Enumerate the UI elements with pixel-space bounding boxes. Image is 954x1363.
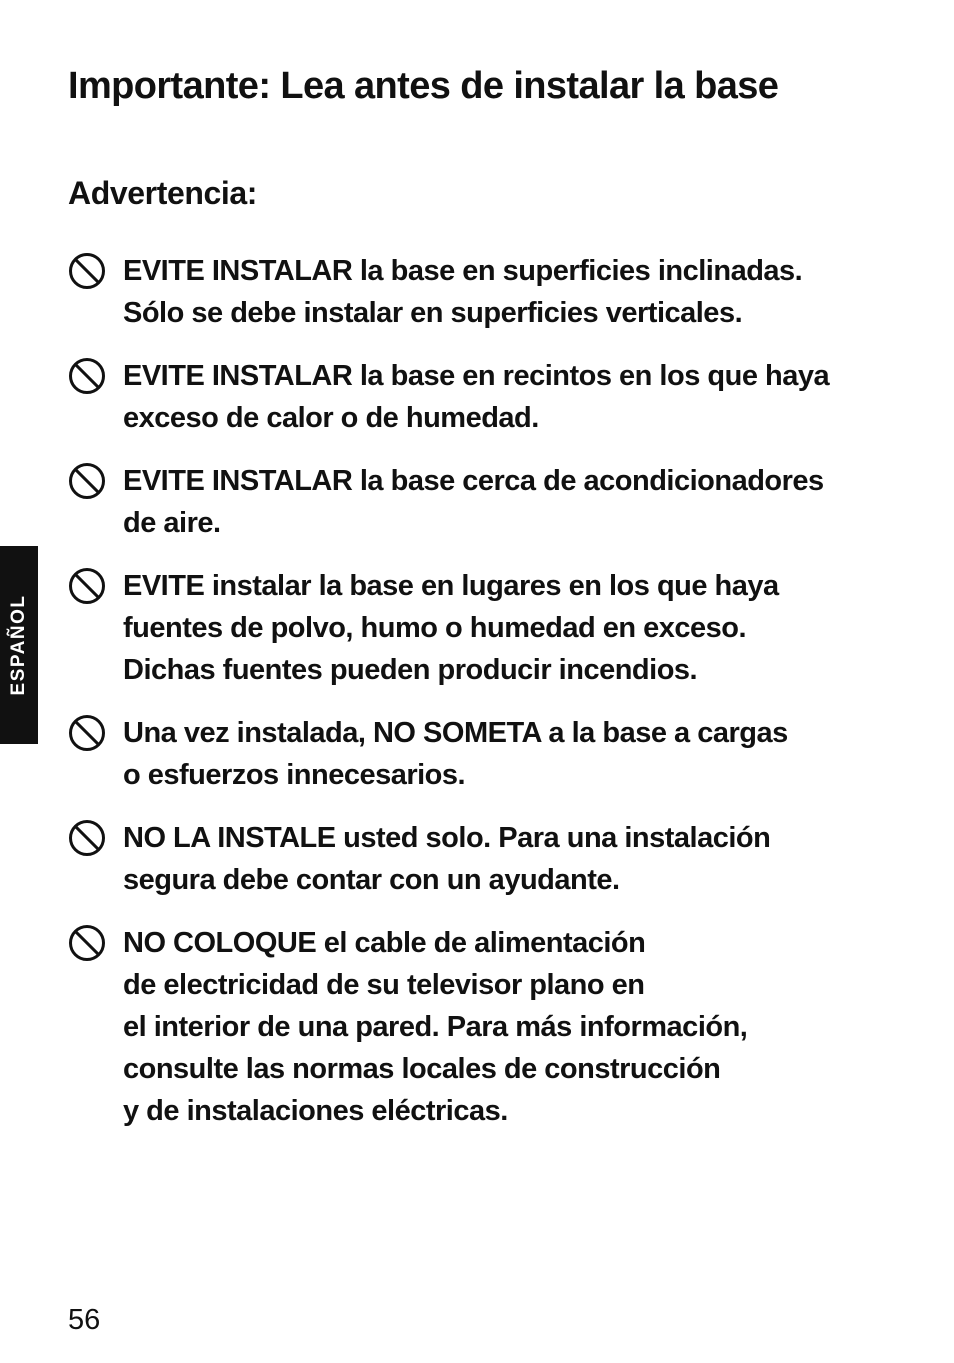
warning-line: EVITE INSTALAR la base en recintos en los que haya [123,360,830,392]
prohibition-icon [68,924,106,962]
page-title: Importante: Lea antes de instalar la base [68,65,779,107]
warning-text [123,712,903,796]
prohibition-icon [68,357,106,395]
warning-line: NO LA INSTALE usted solo. Para una instalación [123,822,771,854]
warning-line: EVITE INSTALAR la base cerca de acondicionadores [123,465,824,497]
warning-text [123,355,903,439]
warning-text [123,565,903,691]
warning-line: consulte las normas locales de construcción [123,1053,721,1085]
warning-line: fuentes de polvo, humo o humedad en exceso. [123,612,747,644]
warning-line: el interior de una pared. Para más información, [123,1011,748,1043]
warning-line: Una vez instalada, NO SOMETA a la base a cargas [123,717,788,749]
prohibition-icon [68,714,106,752]
warning-line: Dichas fuentes pueden producir incendios. [123,654,698,686]
warning-text [123,250,903,334]
warning-line: exceso de calor o de humedad. [123,402,539,434]
warning-text [123,922,903,1132]
section-heading-warning: Advertencia: [68,175,258,211]
prohibition-icon [68,567,106,605]
prohibition-icon [68,252,106,290]
warning-line: EVITE instalar la base en lugares en los que haya [123,570,779,602]
warning-line: segura debe contar con un ayudante. [123,864,620,896]
language-side-tab [0,546,38,744]
warning-line: Sólo se debe instalar en superficies verticales. [123,297,743,329]
language-label: ESPAÑOL [8,594,29,696]
warning-line: de electricidad de su televisor plano en [123,969,645,1001]
warning-line: y de instalaciones eléctricas. [123,1095,508,1127]
prohibition-icon [68,819,106,857]
warning-line: o esfuerzos innecesarios. [123,759,466,791]
warning-line: de aire. [123,507,221,539]
page-number: 56 [68,1304,101,1336]
warning-line: NO COLOQUE el cable de alimentación [123,927,646,959]
prohibition-icon [68,462,106,500]
warning-text [123,460,903,544]
warning-line: EVITE INSTALAR la base en superficies inclinadas. [123,255,803,287]
warning-text [123,817,903,901]
